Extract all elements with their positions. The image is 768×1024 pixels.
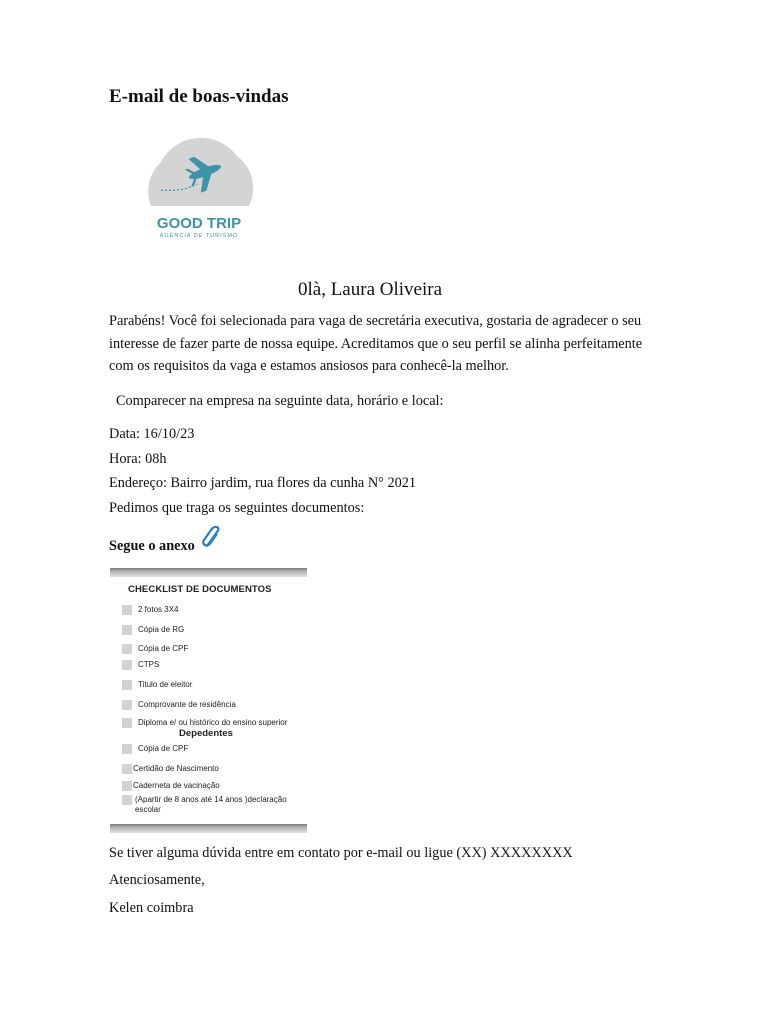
scan-edge-top — [110, 568, 307, 577]
checklist-item-label: CTPS — [138, 660, 160, 669]
checklist-item-label: Titulo de eleitor — [138, 680, 193, 689]
checklist-item — [122, 700, 236, 710]
checklist-item — [122, 764, 219, 774]
checkbox — [122, 660, 132, 670]
checklist-item-label: Cópia de CPF — [138, 644, 189, 653]
checklist-item-label: Caderneta de vacinação — [133, 781, 220, 790]
checklist-item — [122, 680, 192, 690]
checkbox — [122, 700, 132, 710]
checklist-item-label: Diploma e/ ou histórico do ensino superior — [138, 718, 288, 727]
signature: Kelen coimbra — [109, 900, 194, 916]
checklist-item-label: Certidão de Nascimento — [133, 764, 219, 773]
greeting: 0là, Laura Oliveira — [297, 279, 442, 300]
annex-row — [109, 534, 223, 558]
checklist-item-label: (Apartir de 8 anos até 14 anos )declaração escolar — [135, 795, 287, 814]
address-line: Endereço: Bairro jardim, rua flores da cunha N° 2021 — [109, 475, 417, 491]
checklist-item — [122, 644, 188, 654]
contact-line: Se tiver alguma dúvida entre em contato por e-mail ou ligue (XX) XXXXXXXX — [109, 845, 573, 861]
instruction-line: Comparecer na empresa na seguinte data, horário e local: — [116, 393, 444, 409]
checkbox — [122, 605, 132, 615]
checklist-item — [122, 605, 178, 615]
checklist-item — [122, 781, 220, 791]
checklist-item — [122, 744, 188, 754]
documents-line: Pedimos que traga os seguintes documentos: — [109, 500, 365, 516]
dependents-title: Depedentes — [179, 728, 233, 739]
checklist-item-label: Cópia de CPF — [138, 744, 189, 753]
checklist-item-label: 2 fotos 3X4 — [138, 605, 179, 614]
checklist-item — [122, 795, 307, 815]
checkbox — [122, 718, 132, 728]
checklist-item — [122, 625, 184, 635]
annex-label: Segue o anexo — [109, 537, 195, 554]
scan-edge-bottom — [110, 824, 307, 833]
intro-paragraph: Parabéns! Você foi selecionada para vaga de secretária executiva, gostaria de agradecer o seu interesse de fazer parte de nossa equipe. Acreditamos que o seu perfil se alinha perfeitamente com os requisitos da vaga e estamos ansiosos para conhecê-la melhor. — [109, 313, 643, 374]
logo-brand: GOOD TRIP — [156, 215, 242, 232]
logo-tagline: AGÊNCIA DE TURISMO — [159, 233, 239, 239]
checkbox — [122, 625, 132, 635]
checklist-item-label: Cópia de RG — [138, 625, 185, 634]
checklist-attachment — [110, 568, 307, 833]
checklist-item-label: Comprovante de residência — [138, 700, 236, 709]
date-line: Data: 16/10/23 — [109, 426, 195, 442]
checkbox — [122, 744, 132, 754]
checkbox — [122, 680, 132, 690]
paperclip-icon[interactable] — [201, 526, 223, 550]
checklist-title: CHECKLIST DE DOCUMENTOS — [128, 584, 272, 595]
checkbox — [122, 781, 132, 791]
hour-line: Hora: 08h — [109, 451, 167, 467]
good-trip-logo — [109, 122, 287, 262]
checkbox — [122, 764, 132, 774]
email-title: E-mail de boas-vindas — [109, 86, 289, 107]
checkbox — [122, 795, 132, 805]
checklist-item — [122, 660, 159, 670]
closing-line: Atenciosamente, — [109, 872, 205, 888]
checklist-item — [122, 718, 287, 728]
checkbox — [122, 644, 132, 654]
